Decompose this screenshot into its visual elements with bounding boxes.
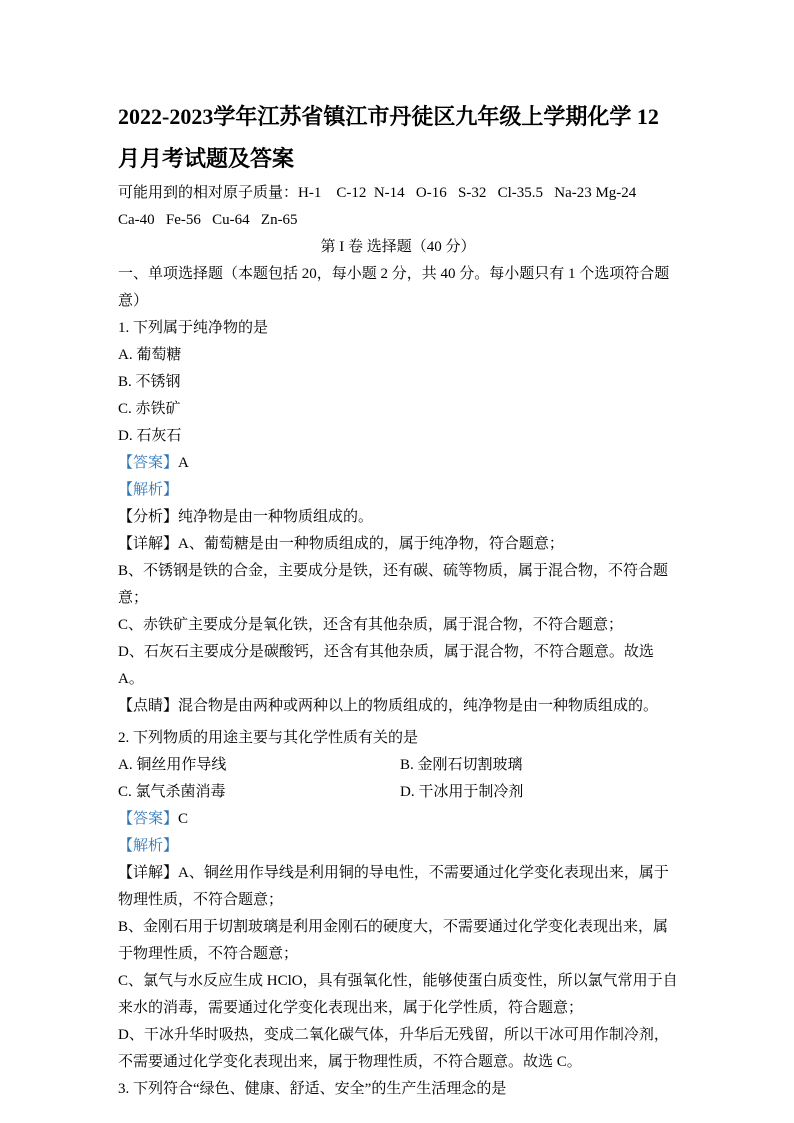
question-2-stem: 2. 下列物质的用途主要与其化学性质有关的是: [118, 730, 419, 746]
question-2-analysis-label: [118, 833, 678, 860]
document-title-line-1: 2022-2023学年江苏省镇江市丹徒区九年级上学期化学 12: [118, 104, 659, 129]
question-1-answer-line: [118, 450, 678, 477]
question-1-option-b: B. 不锈钢: [118, 374, 181, 390]
question-2-option-b: B. 金刚石切割玻璃: [400, 757, 523, 773]
question-2-explanation-paragraph: D、干冰升华时吸热，变成二氧化碳气体，升华后无残留，所以干冰可用作制冷剂，不需要通过化学变化表现出来，属于物理性质，不符合题意。故选 C。: [118, 1027, 669, 1070]
question-2-explanation-paragraph: C、氯气与水反应生成 HClO，具有强氧化性，能够使蛋白质变性，所以氯气常用于自来水的消毒，需要通过化学变化表现出来，属于化学性质，符合题意；: [118, 973, 678, 1016]
document-title: [118, 96, 678, 180]
question-1-explanation-paragraph: D、石灰石主要成分是碳酸钙，还含有其他杂质，属于混合物，不符合题意。故选 A。: [118, 644, 654, 687]
question-1-explanation-paragraph: 【详解】A、葡萄糖是由一种物质组成的，属于纯净物，符合题意；: [118, 536, 564, 552]
atomic-masses-line-1: 可能用到的相对原子质量：H-1 C-12 N-14 O-16 S-32 Cl-35.5 Na-23 Mg-24: [118, 185, 637, 201]
question-1-analysis-label: [118, 477, 678, 504]
question-2-option-a: A. 铜丝用作导线: [118, 757, 227, 773]
section-header: 第 I 卷 选择题（40 分）: [320, 239, 476, 255]
question-1-option-a: A. 葡萄糖: [118, 347, 182, 363]
question-2: [118, 725, 678, 1076]
question-1: [118, 315, 678, 720]
analysis-label: 【解析】: [118, 482, 179, 498]
question-2-answer-line: [118, 806, 678, 833]
question-1-explanation-paragraph: 【分析】纯净物是由一种物质组成的。: [118, 509, 374, 525]
question-1-option-c: C. 赤铁矿: [118, 401, 181, 417]
answer-label: 【答案】: [118, 455, 179, 471]
analysis-label: 【解析】: [118, 838, 179, 854]
question-2-options-row-2: [118, 779, 678, 806]
document-title-line-2: 月月考试题及答案: [118, 146, 295, 171]
question-2-options-row-1: [118, 752, 678, 779]
question-3: [118, 1076, 678, 1103]
question-1-stem: 1. 下列属于纯净物的是: [118, 320, 269, 336]
answer-label: 【答案】: [118, 811, 179, 827]
question-3-stem: 3. 下列符合“绿色、健康、舒适、安全”的生产生活理念的是: [118, 1081, 507, 1097]
question-2-option-c: C. 氯气杀菌消毒: [118, 784, 226, 800]
question-2-explanation-paragraph: B、金刚石用于切割玻璃是利用金刚石的硬度大，不需要通过化学变化表现出来，属于物理性质，不符合题意；: [118, 919, 669, 962]
question-2-answer-value: C: [178, 811, 189, 827]
question-2-option-d: D. 干冰用于制冷剂: [400, 784, 524, 800]
question-1-explanation-paragraph: B、不锈钢是铁的合金，主要成分是铁，还有碳、硫等物质，属于混合物，不符合题意；: [118, 563, 669, 606]
section-intro: 一、单项选择题（本题包括 20，每小题 2 分，共 40 分。每小题只有 1 个选项符合题意）: [118, 266, 670, 309]
question-1-explanation-paragraph: 【点睛】混合物是由两种或两种以上的物质组成的，纯净物是由一种物质组成的。: [118, 698, 659, 714]
question-1-explanation-paragraph: C、赤铁矿主要成分是氧化铁，还含有其他杂质，属于混合物，不符合题意；: [118, 617, 624, 633]
question-2-explanation-paragraph: 【详解】A、铜丝用作导线是利用铜的导电性，不需要通过化学变化表现出来，属于物理性质，不符合题意；: [118, 865, 669, 908]
question-1-answer-value: A: [178, 455, 189, 471]
atomic-masses-line-2: Ca-40 Fe-56 Cu-64 Zn-65: [118, 212, 298, 228]
question-1-option-d: D. 石灰石: [118, 428, 182, 444]
